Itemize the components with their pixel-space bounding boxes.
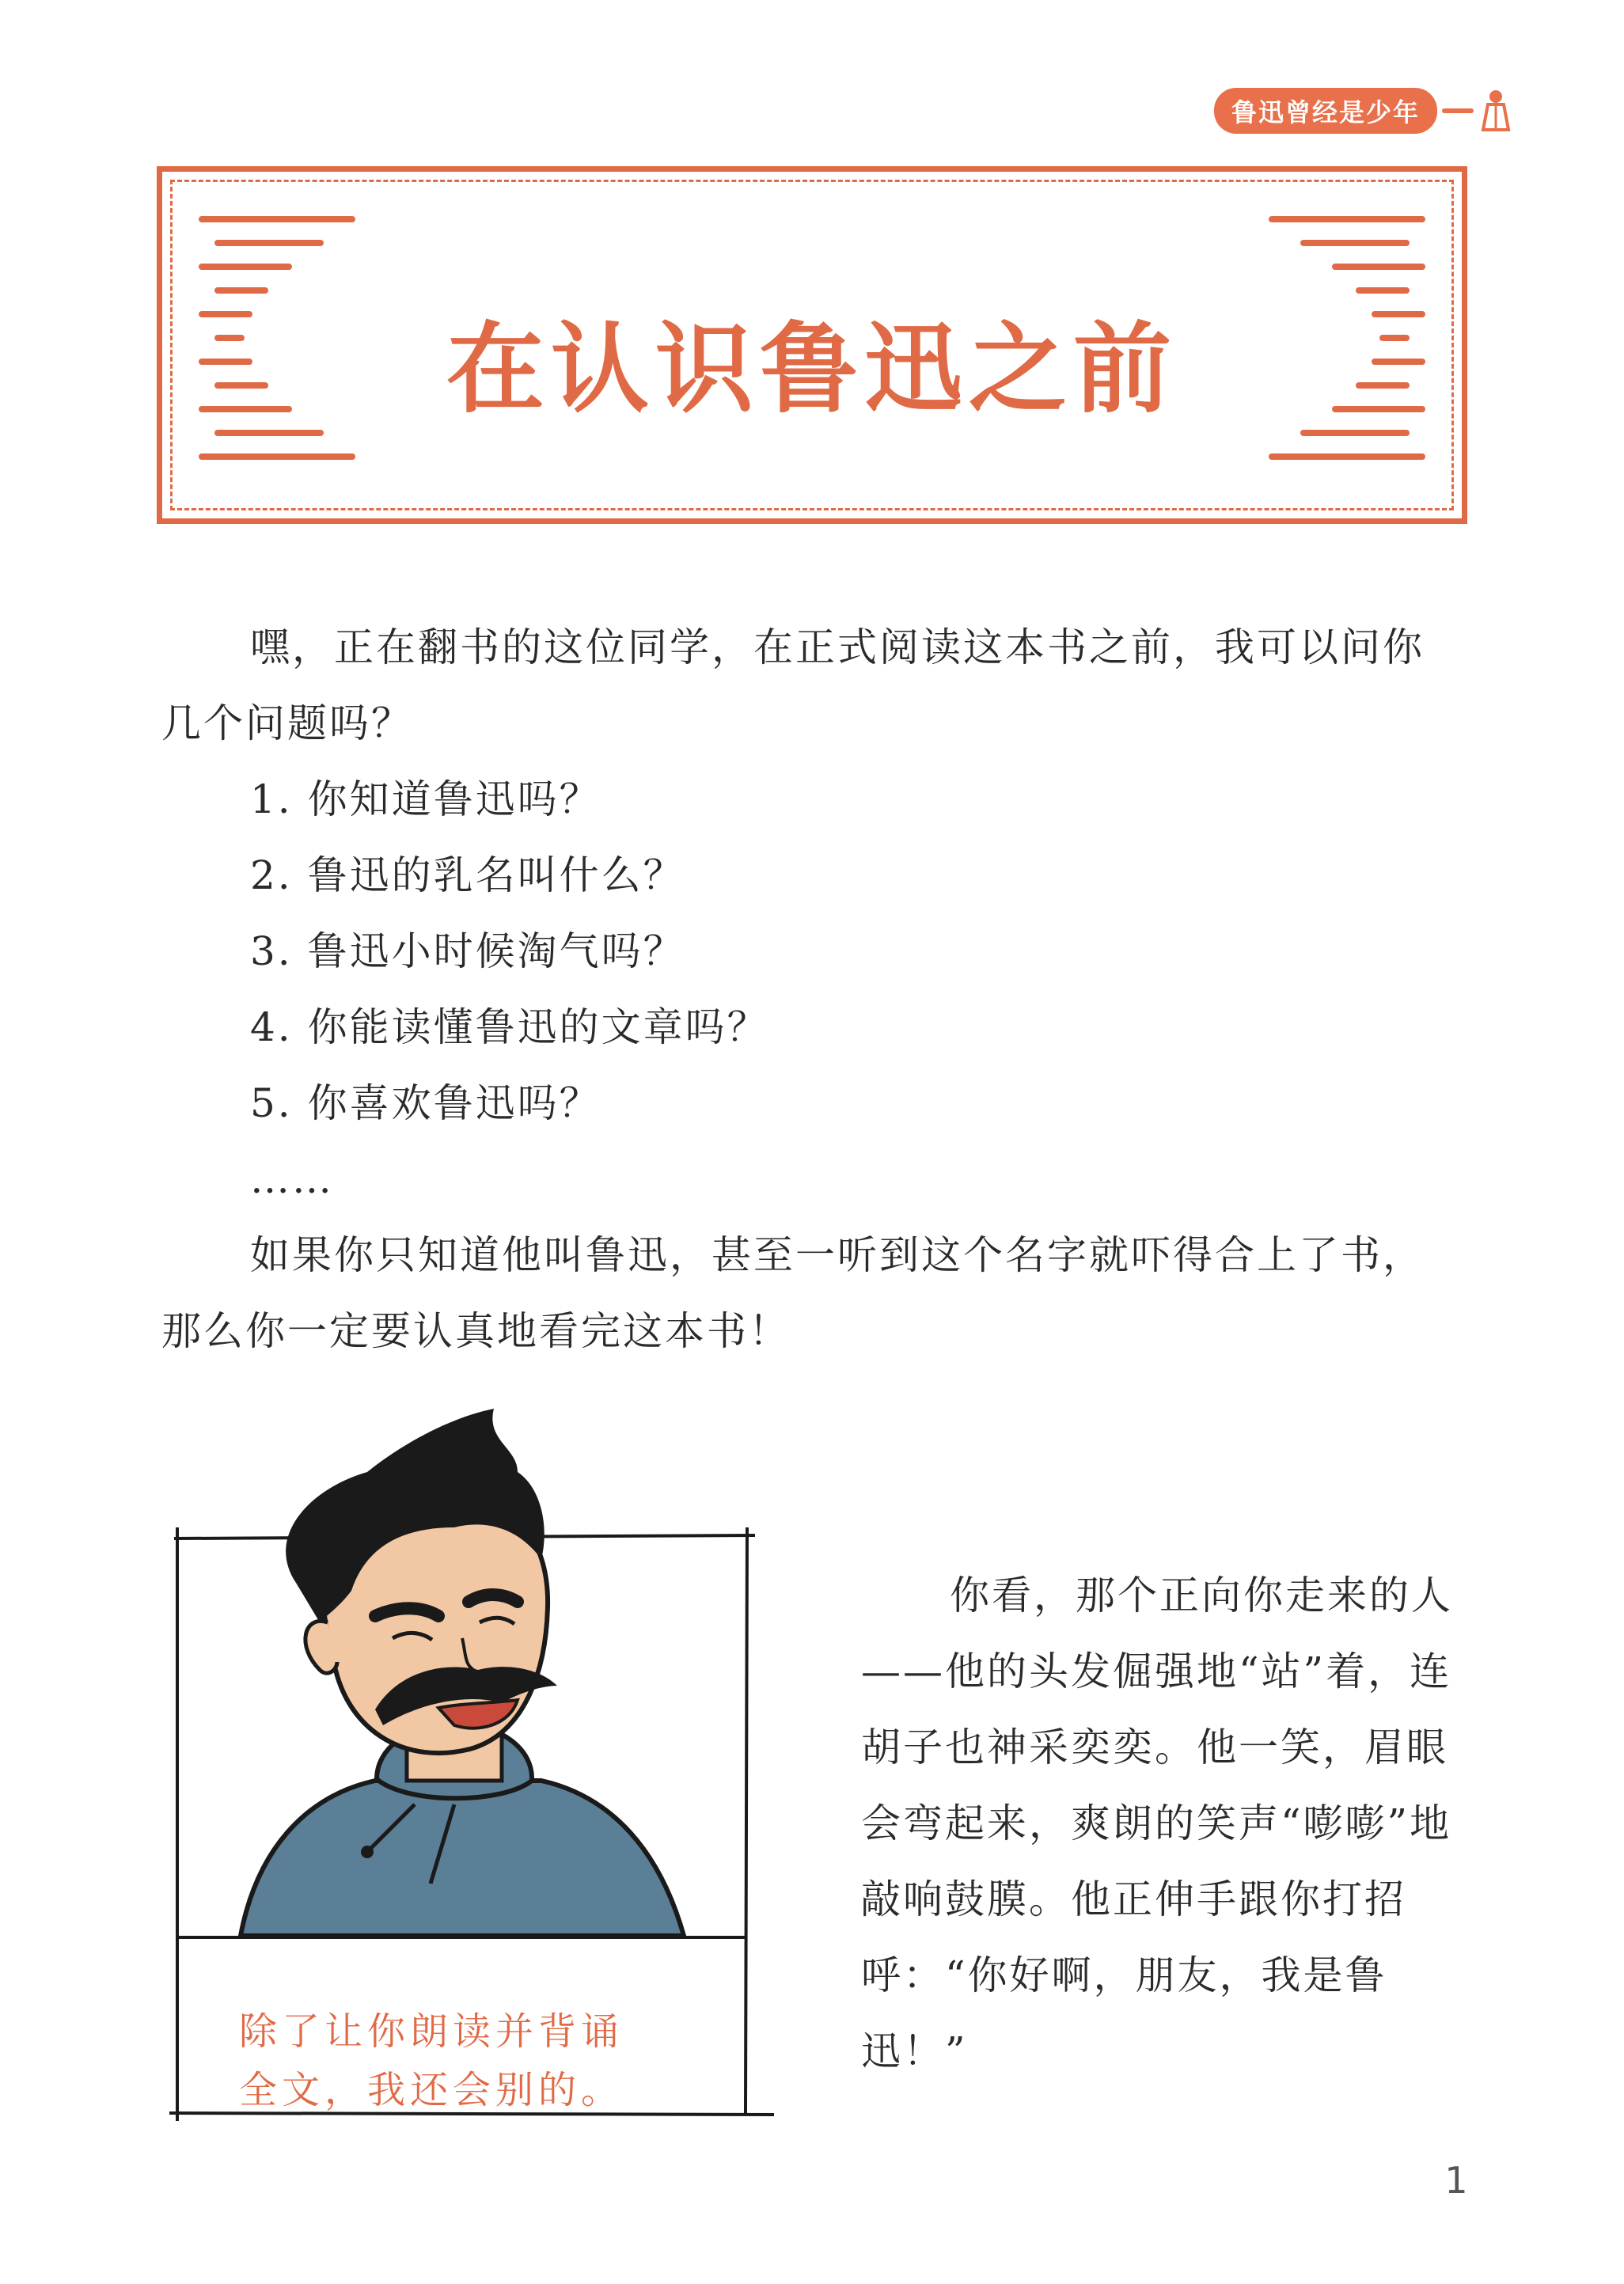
list-item: 5. 你喜欢鲁迅吗？ xyxy=(250,1080,601,1126)
side-paragraph xyxy=(861,1557,1469,2089)
question-list xyxy=(250,761,769,1217)
running-header-title: 鲁迅曾经是少年 xyxy=(1214,88,1437,134)
caption-line-1: 除了让你朗读并背诵 xyxy=(239,2009,624,2054)
intro-paragraph: 嘿，正在翻书的这位同学，在正式阅读这本书之前，我可以问你几个问题吗？ xyxy=(161,624,1425,746)
list-item: 2. 鲁迅的乳名叫什么？ xyxy=(250,852,685,898)
second-paragraph: 如果你只知道他叫鲁迅，甚至一听到这个名字就吓得合上了书，那么你一定要认真地看完这本书！ xyxy=(161,1232,1425,1354)
list-item: 4. 你能读懂鲁迅的文章吗？ xyxy=(250,1004,769,1050)
robe-shape xyxy=(241,1781,684,1936)
right-eyebrow xyxy=(469,1595,518,1602)
page-number: 1 xyxy=(1444,2159,1468,2202)
title-frame xyxy=(157,166,1467,524)
mini-figure-icon xyxy=(1478,89,1513,133)
header-dash xyxy=(1442,108,1474,113)
robe-button xyxy=(361,1846,374,1858)
page-title: 在认识鲁迅之前 xyxy=(446,313,1178,427)
side-paragraph-text: 你看，那个正向你走来的人——他的头发倔强地“站”着，连胡子也神采奕奕。他一笑，眉眼会弯起来，爽朗的笑声“嘭嘭”地敲响鼓膜。他正伸手跟你打招呼：“你好啊，朋友，我是鲁迅！” xyxy=(861,1573,1453,2074)
list-item: …… xyxy=(250,1156,334,1202)
list-item: 3. 鲁迅小时候淘气吗？ xyxy=(250,928,685,974)
illustration-caption xyxy=(239,2002,714,2119)
list-item: 1. 你知道鲁迅吗？ xyxy=(250,776,601,822)
caption-line-2: 全文，我还会别的。 xyxy=(239,2068,624,2112)
running-header xyxy=(1214,89,1513,133)
